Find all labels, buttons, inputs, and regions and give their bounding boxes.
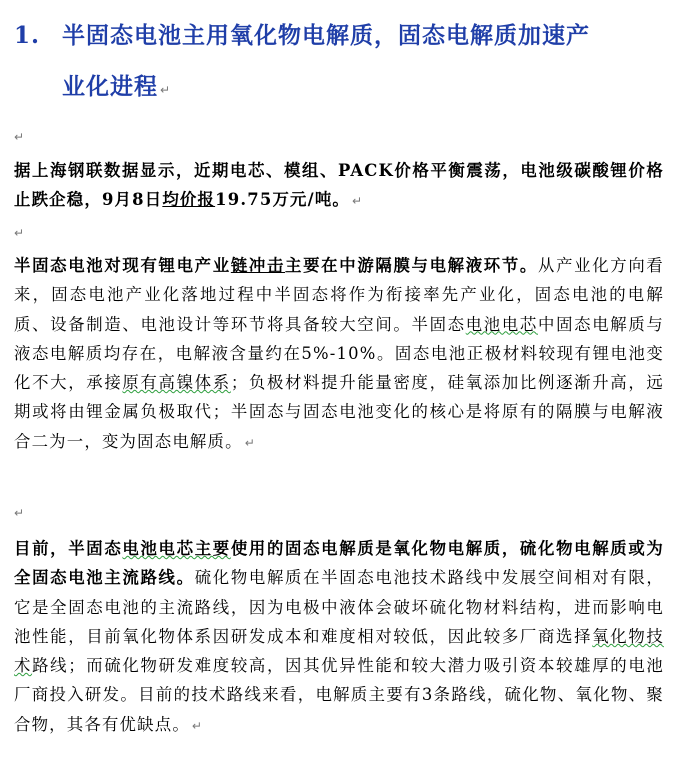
para3-wavy-1: 氧化物技术 bbox=[14, 626, 664, 676]
para1-bold-lead: 据上海钢联数据显示，近期电芯、模组、PACK价格平衡震荡，电池级碳酸锂价格止跌企稳，9月8日 bbox=[14, 161, 664, 210]
heading-text-2: 业化进程 bbox=[62, 73, 158, 100]
heading-text-1: 半固态电池主用氧化物电解质，固态电解质加速产 bbox=[62, 22, 590, 49]
para3-text-a: 硫化物电解质在半固态电池技术路线中发展空间相对有限，它是全固态电池的主流路线，因为电极中液体会破坏硫化物材料结构，进而影响电池性能，目前氧化物体系因研发成本和难度相对较低，因此较多厂商选择 bbox=[14, 568, 664, 646]
para2-wavy-2: 原有高镍体系 bbox=[122, 373, 231, 393]
para1-underlined: 均价报 bbox=[162, 190, 216, 210]
para2-text-c: ；负极材料提升能量密度，硅氧添加比例逐渐升高，远期或将由锂金属负极取代；半固态与固态电池变化的核心是将原有的隔膜与电解液合二为一，变为固态电解质。 bbox=[14, 373, 665, 451]
paragraph-mark: ↵ bbox=[160, 83, 172, 97]
heading-line-1 bbox=[14, 10, 666, 61]
para2-text-b: 中固态电解质与液态电解质均存在，电解液含量约在5%-10%。固态电池正极材料较现有锂电池变化不大，承接 bbox=[14, 314, 665, 393]
paragraph-mark: ↵ bbox=[352, 194, 364, 209]
para2-text-a: 从产业化方向看来，固态电池产业化落地过程中半固态将作为衔接率先产业化，固态电池的电解质、设备制造、电池设计等环节将具备较大空间。半固态 bbox=[14, 256, 664, 334]
empty-paragraph-mark: ↵ bbox=[14, 226, 25, 240]
heading-number: 1. bbox=[14, 22, 41, 49]
para2-bold-b: 主要在中游隔膜与电解液环节。 bbox=[285, 256, 538, 275]
empty-paragraph-mark: ↵ bbox=[14, 130, 25, 144]
paragraph-mark: ↵ bbox=[244, 435, 256, 450]
empty-paragraph-mark: ↵ bbox=[14, 506, 25, 520]
paragraph-industry-chain bbox=[14, 251, 664, 458]
para3-bold-b: 使用的固态电解质是氧化物电解质，硫化物电解质或为全固态电池主流路线。 bbox=[14, 539, 665, 588]
para1-tail: 19.75万元/吨。 bbox=[215, 190, 350, 210]
paragraph-price-data bbox=[14, 156, 664, 217]
paragraph-mark: ↵ bbox=[191, 718, 204, 733]
para3-bold-a: 目前，半固态 bbox=[14, 539, 123, 558]
heading-line-2 bbox=[14, 61, 666, 116]
para2-wavy-1: 电池电芯 bbox=[465, 314, 538, 334]
para2-bold-underlined: 链冲击 bbox=[230, 256, 286, 275]
section-heading bbox=[14, 10, 666, 116]
paragraph-electrolyte-routes bbox=[14, 534, 664, 741]
para3-text-b: 路线；而硫化物研发难度较高，因其优异性能和较大潜力吸引资本较雄厚的电池厂商投入研发。目前的技术路线来看，电解质主要有3条路线，硫化物、氧化物、聚合物，其各有优缺点。 bbox=[14, 656, 665, 734]
para3-bold-wavy: 电池电芯主要 bbox=[122, 539, 231, 558]
para2-bold-a: 半固态电池对现有锂电产业 bbox=[14, 256, 231, 275]
